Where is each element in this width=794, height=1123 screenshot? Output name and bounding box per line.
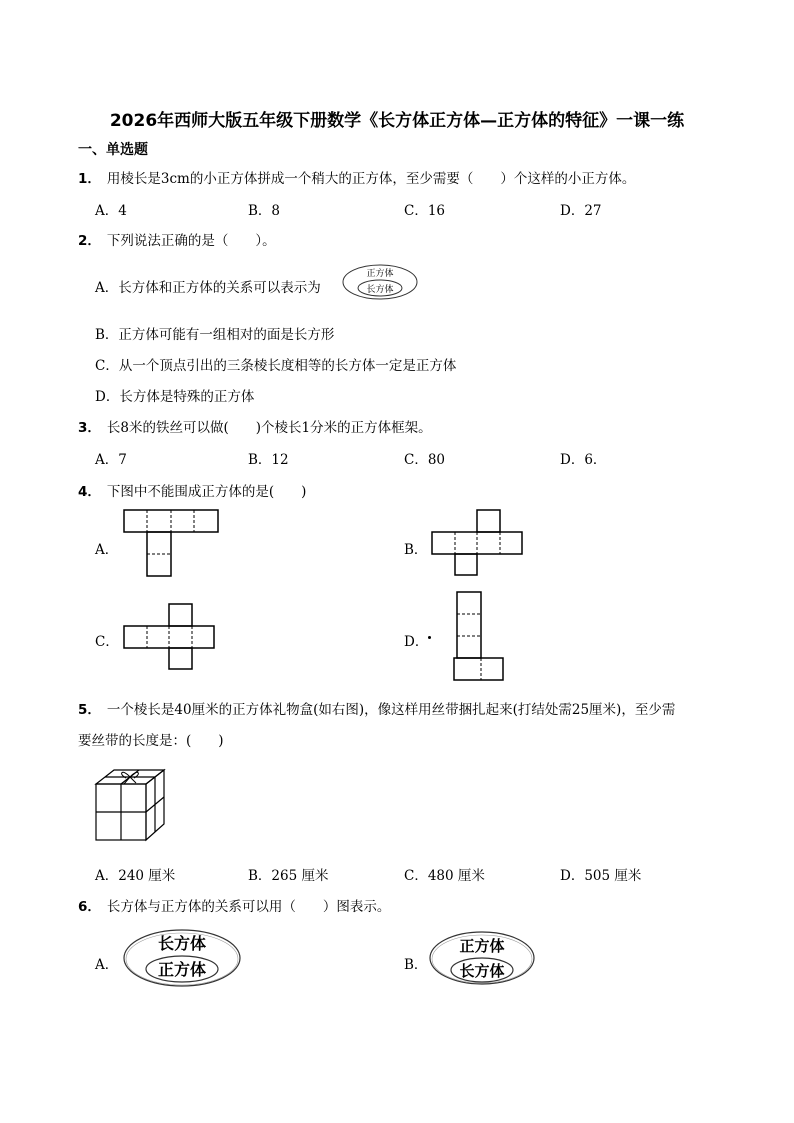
question-number: 6． bbox=[78, 899, 101, 915]
question-text-continued: 要丝带的长度是：( ) bbox=[78, 733, 224, 749]
option-d[interactable]: D．27 bbox=[560, 203, 602, 219]
option-a[interactable]: A． bbox=[95, 542, 119, 558]
net-b-figure bbox=[432, 510, 524, 576]
option-b[interactable]: B．12 bbox=[248, 452, 289, 468]
question-text: 一个棱长是40厘米的正方体礼物盒(如右图)，像这样用丝带捆扎起来(打结处需25厘米)，至少需 bbox=[106, 702, 676, 718]
question-number: 3． bbox=[78, 420, 101, 436]
venn-diagram-a bbox=[122, 928, 244, 990]
question-number: 1． bbox=[78, 171, 101, 187]
question-number: 2． bbox=[78, 233, 101, 249]
question-1 bbox=[78, 167, 635, 187]
option-d[interactable]: D．505 厘米 bbox=[560, 868, 642, 884]
question-text: 用棱长是3cm的小正方体拼成一个稍大的正方体，至少需要（ ）个这样的小正方体。 bbox=[106, 171, 636, 187]
option-a[interactable]: A．4 bbox=[95, 203, 127, 219]
option-c[interactable]: C．480 厘米 bbox=[404, 868, 485, 884]
option-c[interactable]: C．从一个顶点引出的三条棱长度相等的长方体一定是正方体 bbox=[95, 358, 457, 374]
question-4 bbox=[78, 480, 306, 500]
question-6 bbox=[78, 895, 390, 915]
option-c[interactable]: C． bbox=[95, 634, 119, 650]
option-d[interactable]: D．长方体是特殊的正方体 bbox=[95, 389, 255, 405]
net-c-figure bbox=[124, 604, 216, 670]
dot-mark bbox=[428, 636, 431, 639]
section-heading: 一、单选题 bbox=[78, 142, 148, 158]
option-c[interactable]: C．16 bbox=[404, 203, 446, 219]
venn-inner-label: 正方体 bbox=[157, 960, 207, 979]
question-5 bbox=[78, 698, 675, 718]
option-b[interactable]: B．265 厘米 bbox=[248, 868, 329, 884]
option-b[interactable]: B． bbox=[404, 957, 428, 973]
gift-box-figure bbox=[94, 766, 170, 842]
question-2 bbox=[78, 229, 276, 249]
venn-inner-label: 长方体 bbox=[366, 285, 394, 295]
page-title: 2026年西师大版五年级下册数学《长方体正方体—正方体的特征》一课一练 bbox=[109, 111, 685, 131]
question-text: 长8米的铁丝可以做( )个棱长1分米的正方体框架。 bbox=[106, 420, 432, 436]
venn-diagram bbox=[342, 264, 418, 300]
option-a[interactable]: A．长方体和正方体的关系可以表示为 bbox=[95, 280, 321, 296]
question-text: 下图中不能围成正方体的是( ) bbox=[106, 484, 307, 500]
net-d-figure bbox=[454, 592, 506, 684]
option-c[interactable]: C．80 bbox=[404, 452, 446, 468]
option-b[interactable]: B．8 bbox=[248, 203, 281, 219]
question-text: 长方体与正方体的关系可以用（ ）图表示。 bbox=[106, 899, 391, 915]
question-number: 5． bbox=[78, 702, 101, 718]
option-b[interactable]: B． bbox=[404, 542, 428, 558]
option-d[interactable]: D．6． bbox=[560, 452, 607, 468]
venn-outer-label: 长方体 bbox=[157, 934, 207, 953]
venn-outer-label: 正方体 bbox=[366, 269, 394, 279]
question-text: 下列说法正确的是（ ）。 bbox=[106, 233, 276, 249]
question-3 bbox=[78, 416, 432, 436]
option-a[interactable]: A． bbox=[95, 957, 119, 973]
venn-inner-label: 长方体 bbox=[459, 962, 505, 980]
option-d[interactable]: D． bbox=[404, 634, 429, 650]
net-a-figure bbox=[124, 510, 220, 578]
option-a[interactable]: A．240 厘米 bbox=[95, 868, 176, 884]
venn-outer-label: 正方体 bbox=[459, 937, 505, 955]
venn-diagram-b bbox=[428, 930, 536, 988]
question-number: 4． bbox=[78, 484, 101, 500]
option-a[interactable]: A．7 bbox=[95, 452, 127, 468]
option-b[interactable]: B．正方体可能有一组相对的面是长方形 bbox=[95, 327, 335, 343]
